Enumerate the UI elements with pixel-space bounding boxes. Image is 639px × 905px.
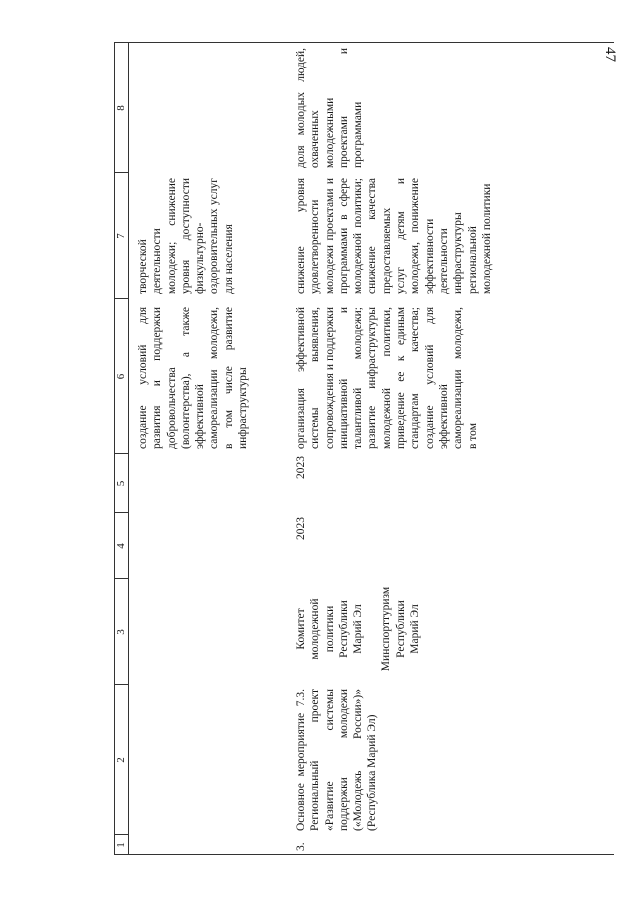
column-number-3: 3 [115,629,127,635]
prev-row-col7: творческой деятельности молодежи; снижение уровня доступности физкультурно-оздоровительных услуг для населения [137,178,235,294]
indicator-link: доля молодых людей, охваченных молодежными проектами и программами [295,48,365,168]
executor-primary: Комитет молодежной политики Республики Марий Эл [295,598,365,660]
non-implementation-consequences: снижение уровня удовлетворенности молодежи проектами и программами в сфере молодежной политики; снижение качества предоставляемых услуг детям и молодежи, понижение эффективности деятельности инфраструктуры региональной молодежной политики [295,178,493,294]
page-number: 47 [602,47,618,62]
row-number: 3. [295,842,307,851]
expected-results: организация эффективной системы выявления, сопровождения и поддержки инициативной и талантливой молодежи; развитие инфраструктуры молодежной политики, приведение ее к единым стандартам качества; создание условий для эффективной самореализации молодежи, в том [295,307,479,449]
prev-row-col6: создание условий для развития и поддержки добровольчества (волонтерства), а также эффективной самореализации молодежи, в том числе развитие инфраструктуры [137,307,250,449]
column-number-7: 7 [115,233,127,239]
column-number-6: 6 [115,373,127,380]
start-year: 2023 [295,517,307,540]
table-right-border [114,42,614,43]
table-left-border [114,854,614,855]
event-name: Основное мероприятие 7.3. Региональный проект «Развитие системы поддержки молодежи («Молодежь России»)» (Республика Марий Эл) [295,689,379,831]
end-year: 2023 [295,456,307,479]
header-bottom-border [128,43,129,855]
column-number-2: 2 [115,757,127,763]
column-number-5: 5 [115,480,127,487]
column-number-4: 4 [115,543,127,549]
column-number-8: 8 [115,105,127,111]
table [114,43,614,855]
executor-secondary: Минспорттуризм Республики Марий Эл [380,586,422,672]
responsible-executors [294,583,614,675]
column-number-1: 1 [115,842,127,848]
